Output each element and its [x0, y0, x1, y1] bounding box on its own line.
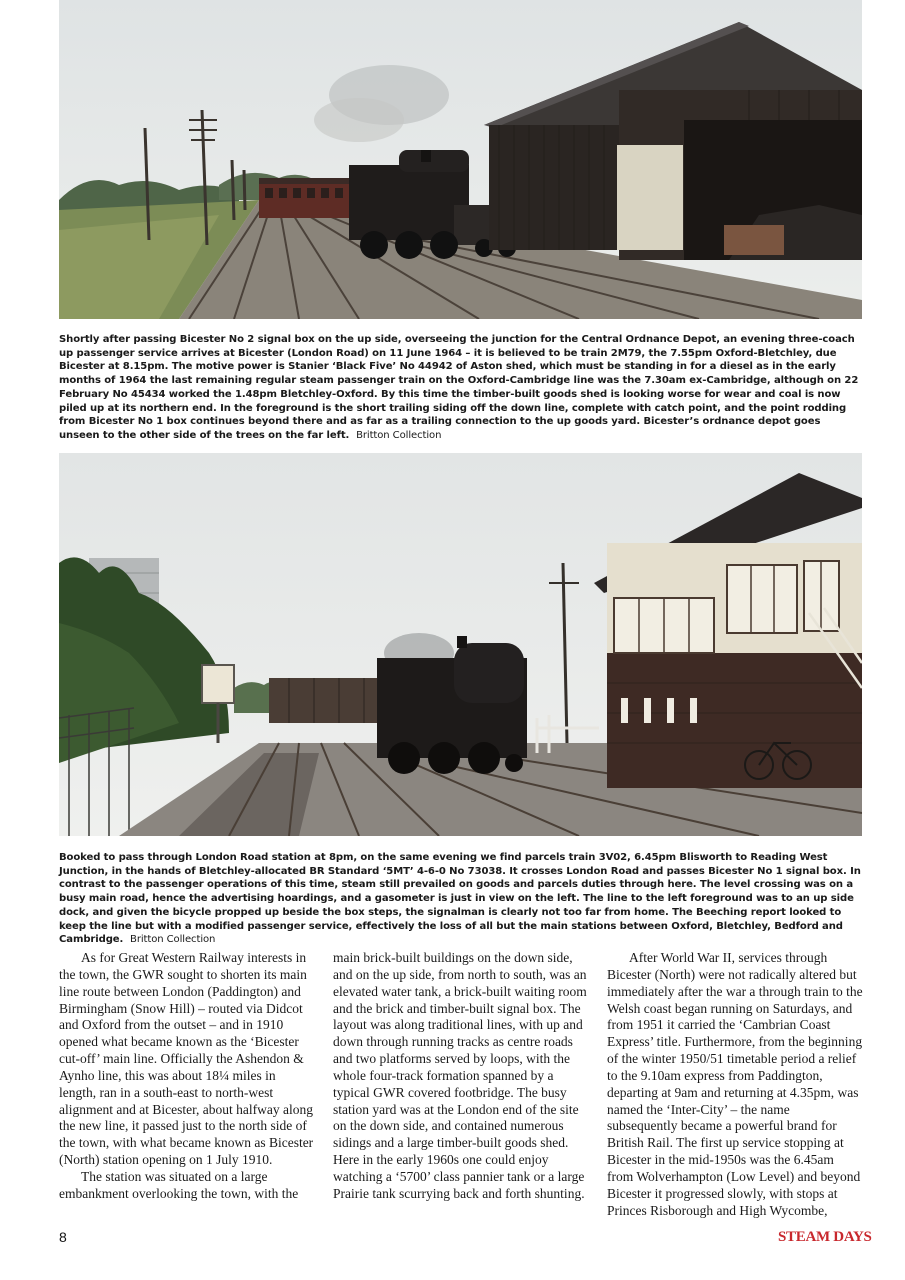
photo-2-illustration	[59, 453, 862, 836]
photo-2-caption	[59, 851, 864, 947]
photo-2-caption-text: Booked to pass through London Road station at 8pm, on the same evening we find parcels train 3V02, 6.45pm Blisworth to Reading West Junction, in the hands of Bletchley-allocated BR Standard ‘5MT’ 4-6-0 No 73038. It crosses London Road and passes Bicester No 1 signal box. In contrast to the passenger operations of this time, steam still prevailed on goods and parcels duties through here. The level crossing was on a busy main road, hence the advertising hoardings, and a gasometer is just in view on the left. The line to the left foreground was to an up side dock, and given the bicycle propped up beside the box steps, the signalman is clearly not too far from home. The Beeching report looked to keep the line but with a modified passenger service, effectively the loss of all but the main stations between Oxford, Bletchley, Bedford and Cambridge.	[59, 852, 861, 946]
body-column-2	[333, 950, 589, 1203]
body-paragraph: As for Great Western Railway interests in the town, the GWR sought to shorten its main line route between London (Paddington) and Birmingham (Snow Hill) – routed via Didcot and Oxford from the outset – and in 1910 opened what became known as the ‘Bicester cut-off’ main line. Officially the Ashendon & Aynho line, this was about 18¼ miles in length, ran in a south-east to north-west alignment and at Bicester, about halfway along the new line, it passed just to the north side of the town, with what became known as Bicester (North) station opening on 1 July 1910.	[59, 950, 314, 1168]
body-paragraph: After World War II, services through Bicester (North) were not radically altered but immediately after the war a through train to the Welsh coast began running on Saturdays, and from 1951 it carried the ‘Cambrian Coast Express’ title. Furthermore, from the beginning of the winter 1950/51 timetable period a relief to the 9.10am express from Paddington, departing at 9am and returning at 4.35pm, was named the ‘Inter-City’ – the name subsequently became a powerful brand for British Rail. The first up service stopping at Bicester in the mid-1950s was the 6.45am from Wolverhampton (Low Level) and beyond Bicester it progressed slowly, with stops at Princes Risborough and High Wycombe,	[607, 950, 863, 1218]
body-column-1	[59, 950, 315, 1203]
photo-1-illustration	[59, 0, 862, 319]
body-paragraph: main brick-built buildings on the down side, and on the up side, from north to south, was an elevated water tank, a brick-built waiting room and the brick and timber-built signal box. The layout was along traditional lines, with up and down through running tracks as centre roads and two platforms served by loops, with the whole four-track formation spanned by a typical GWR covered footbridge. The busy station yard was at the London end of the site on the down side, and contained numerous sidings and a large timber-built goods shed. Here in the early 1960s one could enjoy watching a ‘5700’ class pannier tank or a large Prairie tank scurrying back and forth shunting.	[333, 950, 587, 1201]
body-paragraph: The station was situated on a large embankment overlooking the town, with the	[59, 1168, 299, 1201]
page-number: 8	[59, 1229, 67, 1245]
body-column-3	[607, 950, 863, 1220]
photo-1-caption	[59, 333, 864, 443]
photo-2-credit: Britton Collection	[130, 934, 216, 946]
brand-logo: STEAM DAYS	[778, 1229, 872, 1245]
photo-signal-box-train	[59, 453, 862, 836]
photo-goods-shed-train	[59, 0, 862, 319]
photo-1-credit: Britton Collection	[356, 429, 442, 441]
photo-1-caption-text: Shortly after passing Bicester No 2 signal box on the up side, overseeing the junction for the Central Ordnance Depot, an evening three-coach up passenger service arrives at Bicester (London Road) on 11 June 1964 – it is believed to be train 2M79, the 7.55pm Oxford-Bletchley, due Bicester at 8.15pm. The motive power is Stanier ‘Black Five’ No 44942 of Aston shed, which must be standing in for a diesel as in the early months of 1964 the last remaining regular steam passenger train on the Oxford-Cambridge line was the 7.30am ex-Cambridge, although on 22 February No 45434 worked the 1.48pm Bletchley-Oxford. By this time the timber-built goods shed is looking worse for wear and coal is now piled up at its northern end. In the foreground is the short trailing siding off the down line, complete with catch point, and the point rodding from Bicester No 1 box continues beyond there and as far as a trailing connection to the up goods yard. Bicester’s ordnance depot goes unseen to the other side of the trees on the far left.	[59, 334, 859, 441]
